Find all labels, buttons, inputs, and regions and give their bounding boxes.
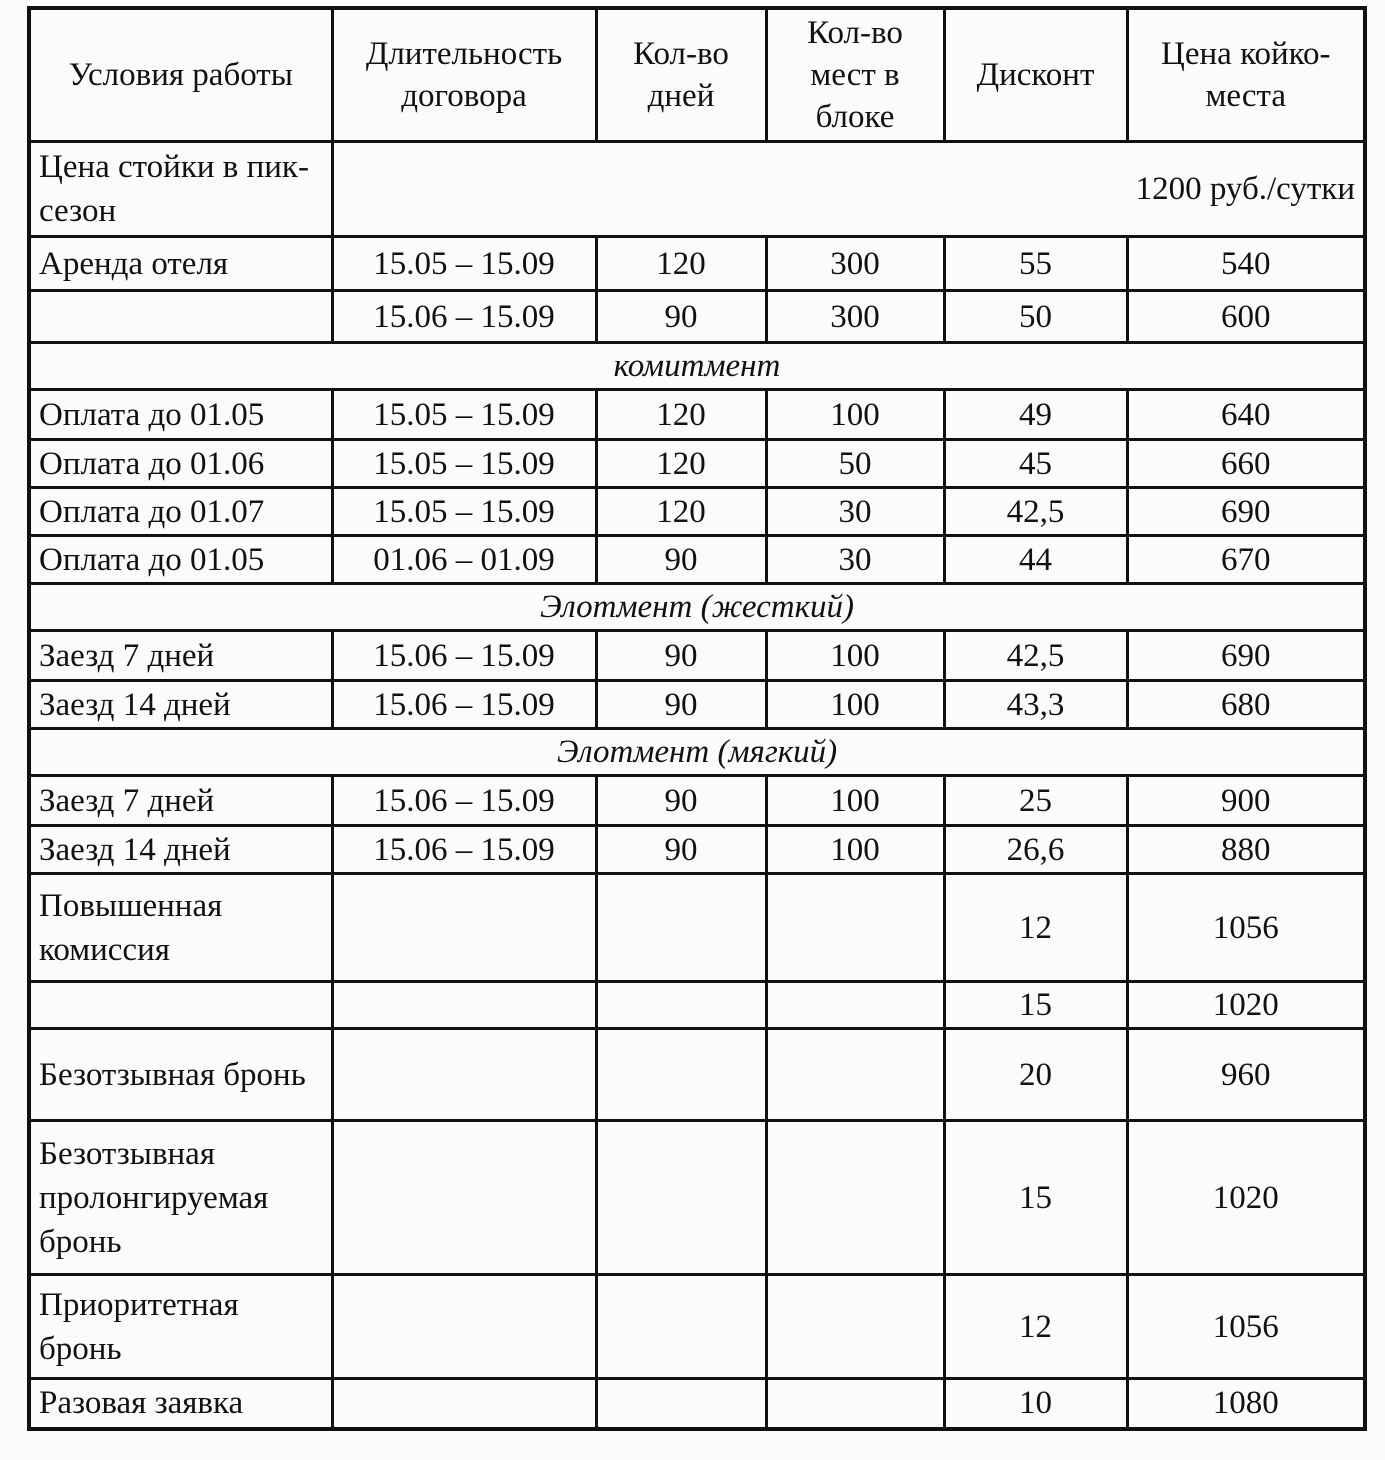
days-cell: 120 xyxy=(596,488,766,536)
column-header: Длительность договора xyxy=(332,8,596,142)
days-cell: 90 xyxy=(596,631,766,681)
empty-cell xyxy=(766,1275,944,1379)
table-row xyxy=(29,776,1365,826)
period-cell: 15.05 – 15.09 xyxy=(332,390,596,440)
table-header-row xyxy=(29,8,1365,142)
table-row xyxy=(29,1275,1365,1379)
hotel-rates-table xyxy=(27,6,1367,1431)
condition-cell: Разовая заявка xyxy=(29,1379,332,1429)
price-cell: 1080 xyxy=(1127,1379,1365,1429)
price-cell: 600 xyxy=(1127,291,1365,343)
places-cell: 100 xyxy=(766,390,944,440)
empty-cell xyxy=(332,874,596,982)
empty-cell xyxy=(766,874,944,982)
period-cell: 15.05 – 15.09 xyxy=(332,237,596,291)
condition-cell: Безотзывная бронь xyxy=(29,1029,332,1121)
discount-cell: 20 xyxy=(944,1029,1127,1121)
discount-cell: 26,6 xyxy=(944,826,1127,874)
table-row xyxy=(29,390,1365,440)
section-header-row xyxy=(29,584,1365,631)
price-cell: 1020 xyxy=(1127,1121,1365,1275)
table-row xyxy=(29,1121,1365,1275)
discount-cell: 25 xyxy=(944,776,1127,826)
discount-cell: 43,3 xyxy=(944,681,1127,729)
condition-cell: Повышенная комиссия xyxy=(29,874,332,982)
discount-cell: 45 xyxy=(944,440,1127,488)
period-cell: 01.06 – 01.09 xyxy=(332,536,596,584)
days-cell: 120 xyxy=(596,440,766,488)
period-cell: 15.05 – 15.09 xyxy=(332,440,596,488)
period-cell: 15.05 – 15.09 xyxy=(332,488,596,536)
discount-cell: 10 xyxy=(944,1379,1127,1429)
condition-cell xyxy=(29,982,332,1029)
places-cell: 30 xyxy=(766,536,944,584)
days-cell: 90 xyxy=(596,536,766,584)
peak-price-row xyxy=(29,142,1365,237)
section-header-row xyxy=(29,729,1365,776)
discount-cell: 12 xyxy=(944,874,1127,982)
period-cell: 15.06 – 15.09 xyxy=(332,681,596,729)
price-cell: 660 xyxy=(1127,440,1365,488)
price-cell: 880 xyxy=(1127,826,1365,874)
period-cell: 15.06 – 15.09 xyxy=(332,291,596,343)
discount-cell: 49 xyxy=(944,390,1127,440)
table-row xyxy=(29,681,1365,729)
empty-cell xyxy=(596,1121,766,1275)
empty-cell xyxy=(332,1029,596,1121)
price-cell: 1056 xyxy=(1127,874,1365,982)
section-title: Элотмент (мягкий) xyxy=(29,729,1365,776)
discount-cell: 44 xyxy=(944,536,1127,584)
table-row xyxy=(29,291,1365,343)
table-row xyxy=(29,631,1365,681)
empty-cell xyxy=(332,1379,596,1429)
table-row xyxy=(29,826,1365,874)
condition-cell xyxy=(29,291,332,343)
condition-cell: Оплата до 01.06 xyxy=(29,440,332,488)
peak-price-value: 1200 руб./сутки xyxy=(332,142,1365,237)
places-cell: 30 xyxy=(766,488,944,536)
discount-cell: 50 xyxy=(944,291,1127,343)
period-cell: 15.06 – 15.09 xyxy=(332,826,596,874)
places-cell: 100 xyxy=(766,776,944,826)
condition-cell: Оплата до 01.05 xyxy=(29,536,332,584)
days-cell: 120 xyxy=(596,237,766,291)
table-row xyxy=(29,488,1365,536)
discount-cell: 42,5 xyxy=(944,631,1127,681)
condition-cell: Заезд 7 дней xyxy=(29,776,332,826)
discount-cell: 42,5 xyxy=(944,488,1127,536)
empty-cell xyxy=(766,1121,944,1275)
column-header: Кол-во дней xyxy=(596,8,766,142)
condition-cell: Заезд 14 дней xyxy=(29,681,332,729)
empty-cell xyxy=(766,1379,944,1429)
empty-cell xyxy=(596,982,766,1029)
places-cell: 100 xyxy=(766,631,944,681)
condition-cell: Оплата до 01.07 xyxy=(29,488,332,536)
discount-cell: 12 xyxy=(944,1275,1127,1379)
column-header: Цена койко-места xyxy=(1127,8,1365,142)
days-cell: 120 xyxy=(596,390,766,440)
condition-cell: Аренда отеля xyxy=(29,237,332,291)
section-header-row xyxy=(29,343,1365,390)
price-cell: 690 xyxy=(1127,631,1365,681)
section-title: Элотмент (жесткий) xyxy=(29,584,1365,631)
table-row xyxy=(29,237,1365,291)
column-header: Дисконт xyxy=(944,8,1127,142)
empty-cell xyxy=(766,1029,944,1121)
column-header: Кол-во мест в блоке xyxy=(766,8,944,142)
empty-cell xyxy=(332,982,596,1029)
days-cell: 90 xyxy=(596,681,766,729)
discount-cell: 15 xyxy=(944,982,1127,1029)
days-cell: 90 xyxy=(596,776,766,826)
places-cell: 300 xyxy=(766,291,944,343)
price-cell: 640 xyxy=(1127,390,1365,440)
discount-cell: 15 xyxy=(944,1121,1127,1275)
condition-cell: Заезд 14 дней xyxy=(29,826,332,874)
price-cell: 960 xyxy=(1127,1029,1365,1121)
places-cell: 100 xyxy=(766,826,944,874)
table-row xyxy=(29,982,1365,1029)
price-cell: 540 xyxy=(1127,237,1365,291)
price-cell: 690 xyxy=(1127,488,1365,536)
peak-price-label: Цена стойки в пик-сезон xyxy=(29,142,332,237)
column-header: Условия работы xyxy=(29,8,332,142)
table-row xyxy=(29,1379,1365,1429)
price-cell: 1056 xyxy=(1127,1275,1365,1379)
empty-cell xyxy=(332,1275,596,1379)
empty-cell xyxy=(766,982,944,1029)
places-cell: 50 xyxy=(766,440,944,488)
empty-cell xyxy=(596,1379,766,1429)
empty-cell xyxy=(596,874,766,982)
condition-cell: Оплата до 01.05 xyxy=(29,390,332,440)
days-cell: 90 xyxy=(596,826,766,874)
empty-cell xyxy=(596,1275,766,1379)
price-cell: 900 xyxy=(1127,776,1365,826)
section-title: комитмент xyxy=(29,343,1365,390)
places-cell: 100 xyxy=(766,681,944,729)
period-cell: 15.06 – 15.09 xyxy=(332,631,596,681)
condition-cell: Заезд 7 дней xyxy=(29,631,332,681)
empty-cell xyxy=(332,1121,596,1275)
period-cell: 15.06 – 15.09 xyxy=(332,776,596,826)
table-row xyxy=(29,874,1365,982)
empty-cell xyxy=(596,1029,766,1121)
price-cell: 1020 xyxy=(1127,982,1365,1029)
condition-cell: Приоритетная бронь xyxy=(29,1275,332,1379)
table-row xyxy=(29,536,1365,584)
days-cell: 90 xyxy=(596,291,766,343)
discount-cell: 55 xyxy=(944,237,1127,291)
price-cell: 670 xyxy=(1127,536,1365,584)
table-row xyxy=(29,1029,1365,1121)
price-cell: 680 xyxy=(1127,681,1365,729)
condition-cell: Безотзывная пролонгируемая бронь xyxy=(29,1121,332,1275)
places-cell: 300 xyxy=(766,237,944,291)
table-row xyxy=(29,440,1365,488)
